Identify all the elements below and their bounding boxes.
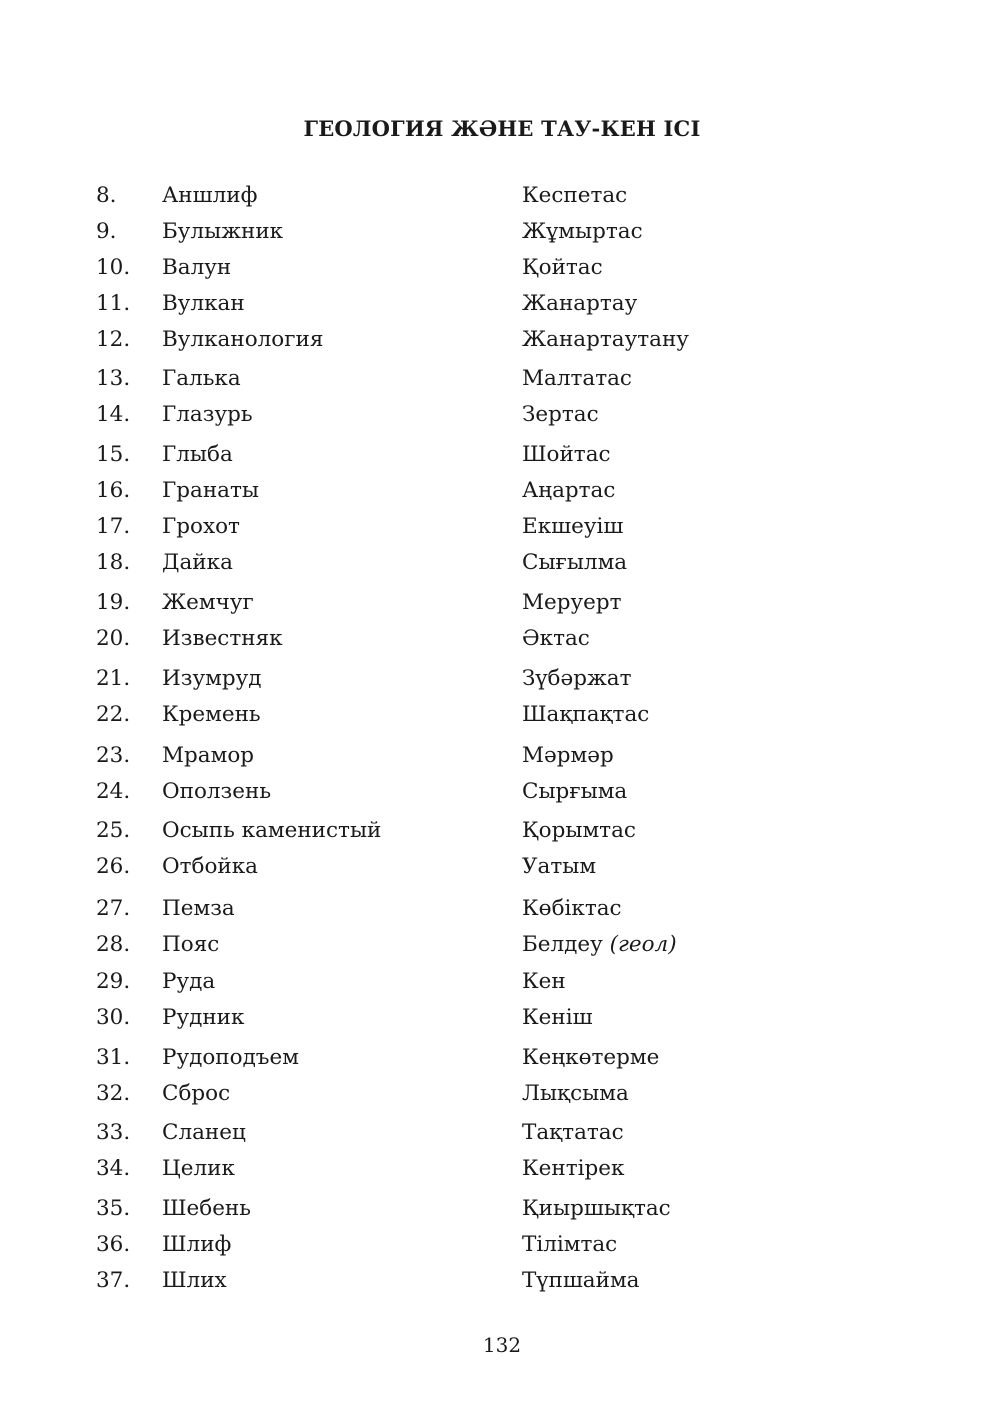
kazakh-term xyxy=(522,664,631,694)
page-title: ГЕОЛОГИЯ ЖӘНЕ ТАУ-КЕН ІСІ xyxy=(303,116,701,141)
russian-term: Жемчуг xyxy=(162,590,254,615)
russian-term: Рудоподъем xyxy=(162,1045,299,1070)
russian-term: Дайка xyxy=(162,550,233,575)
kazakh-term-text: Меруерт xyxy=(522,590,622,615)
term-number: 28. xyxy=(96,932,131,957)
russian-term: Сланец xyxy=(162,1120,246,1145)
russian-term: Вулканология xyxy=(162,327,324,352)
kazakh-term-text: Белдеу xyxy=(522,932,603,957)
kazakh-term xyxy=(522,253,603,283)
term-number: 15. xyxy=(96,442,131,467)
kazakh-term xyxy=(522,1003,593,1033)
term-row xyxy=(0,1003,1004,1033)
kazakh-term-text: Аңартас xyxy=(522,478,616,503)
term-number: 11. xyxy=(96,291,131,316)
kazakh-term-text: Тілімтас xyxy=(522,1232,618,1257)
kazakh-term xyxy=(522,512,623,542)
term-number: 21. xyxy=(96,666,131,691)
term-number: 17. xyxy=(96,514,131,539)
kazakh-term xyxy=(522,1043,659,1073)
kazakh-term xyxy=(522,967,566,997)
kazakh-term-text: Зертас xyxy=(522,402,599,427)
kazakh-term-text: Кен xyxy=(522,969,566,994)
kazakh-term xyxy=(522,741,614,771)
kazakh-term xyxy=(522,1266,640,1296)
term-row xyxy=(0,1194,1004,1224)
term-number: 13. xyxy=(96,366,131,391)
russian-term: Отбойка xyxy=(162,854,258,879)
term-number: 10. xyxy=(96,255,131,280)
term-number: 35. xyxy=(96,1196,131,1221)
russian-term: Валун xyxy=(162,255,232,280)
kazakh-term xyxy=(522,289,637,319)
term-row xyxy=(0,852,1004,882)
term-row xyxy=(0,588,1004,618)
kazakh-term xyxy=(522,476,615,506)
term-note: (геол) xyxy=(609,932,677,957)
kazakh-term-text: Көбіктас xyxy=(522,896,622,921)
russian-term: Известняк xyxy=(162,626,283,651)
kazakh-term-text: Кеңкөтерме xyxy=(522,1045,660,1070)
kazakh-term-text: Зүбәржат xyxy=(522,666,632,691)
kazakh-term xyxy=(522,548,627,578)
kazakh-term-text: Шойтас xyxy=(522,442,611,467)
kazakh-term xyxy=(522,894,622,924)
term-row xyxy=(0,624,1004,654)
russian-term: Пемза xyxy=(162,896,235,921)
kazakh-term-text: Малтатас xyxy=(522,366,632,391)
term-row xyxy=(0,816,1004,846)
term-number: 12. xyxy=(96,327,131,352)
term-row xyxy=(0,512,1004,542)
russian-term: Глазурь xyxy=(162,402,253,427)
kazakh-term-text: Қорымтас xyxy=(522,818,636,843)
russian-term: Грохот xyxy=(162,514,240,539)
term-number: 36. xyxy=(96,1232,131,1257)
kazakh-term xyxy=(522,400,599,430)
term-row xyxy=(0,930,1004,960)
russian-term: Сброс xyxy=(162,1081,231,1106)
term-number: 9. xyxy=(96,219,117,244)
russian-term: Шебень xyxy=(162,1196,251,1221)
kazakh-term xyxy=(522,624,590,654)
kazakh-term-text: Кентірек xyxy=(522,1156,625,1181)
russian-term: Мрамор xyxy=(162,743,255,768)
kazakh-term-text: Сырғыма xyxy=(522,779,628,804)
term-row xyxy=(0,400,1004,430)
kazakh-term-text: Әктас xyxy=(522,626,590,651)
term-number: 33. xyxy=(96,1120,131,1145)
term-number: 18. xyxy=(96,550,131,575)
kazakh-term xyxy=(522,930,677,960)
russian-term: Аншлиф xyxy=(162,183,258,208)
term-number: 23. xyxy=(96,743,131,768)
term-number: 20. xyxy=(96,626,131,651)
term-number: 29. xyxy=(96,969,131,994)
term-row xyxy=(0,741,1004,771)
kazakh-term xyxy=(522,1118,624,1148)
russian-term: Рудник xyxy=(162,1005,245,1030)
term-row xyxy=(0,1154,1004,1184)
term-row xyxy=(0,217,1004,247)
russian-term: Кремень xyxy=(162,702,261,727)
kazakh-term xyxy=(522,588,622,618)
term-number: 30. xyxy=(96,1005,131,1030)
kazakh-term xyxy=(522,217,643,247)
kazakh-term-text: Жанартау xyxy=(522,291,638,316)
kazakh-term xyxy=(522,364,632,394)
russian-term: Шлиф xyxy=(162,1232,232,1257)
term-row xyxy=(0,364,1004,394)
term-row xyxy=(0,325,1004,355)
russian-term: Гранаты xyxy=(162,478,259,503)
term-row xyxy=(0,894,1004,924)
term-number: 31. xyxy=(96,1045,131,1070)
russian-term: Шлих xyxy=(162,1268,227,1293)
term-row xyxy=(0,1043,1004,1073)
term-number: 24. xyxy=(96,779,131,804)
term-number: 32. xyxy=(96,1081,131,1106)
term-row xyxy=(0,253,1004,283)
russian-term: Пояс xyxy=(162,932,220,957)
kazakh-term xyxy=(522,181,627,211)
kazakh-term xyxy=(522,1154,624,1184)
kazakh-term xyxy=(522,1194,671,1224)
term-row xyxy=(0,664,1004,694)
term-row xyxy=(0,1118,1004,1148)
russian-term: Целик xyxy=(162,1156,235,1181)
russian-term: Руда xyxy=(162,969,216,994)
russian-term: Булыжник xyxy=(162,219,284,244)
term-row xyxy=(0,967,1004,997)
kazakh-term xyxy=(522,440,611,470)
kazakh-term-text: Лықсыма xyxy=(522,1081,629,1106)
kazakh-term-text: Мәрмәр xyxy=(522,743,614,768)
kazakh-term-text: Сығылма xyxy=(522,550,628,575)
kazakh-term-text: Уатым xyxy=(522,854,597,879)
russian-term: Осыпь каменистый xyxy=(162,818,382,843)
term-row xyxy=(0,476,1004,506)
term-row xyxy=(0,700,1004,730)
term-row xyxy=(0,440,1004,470)
kazakh-term-text: Қойтас xyxy=(522,255,603,280)
term-number: 14. xyxy=(96,402,131,427)
term-number: 22. xyxy=(96,702,131,727)
term-row xyxy=(0,289,1004,319)
russian-term: Изумруд xyxy=(162,666,262,691)
term-row xyxy=(0,777,1004,807)
term-row xyxy=(0,181,1004,211)
kazakh-term-text: Тақтатас xyxy=(522,1120,624,1145)
kazakh-term-text: Қиыршықтас xyxy=(522,1196,671,1221)
kazakh-term-text: Жанартаутану xyxy=(522,327,689,352)
term-number: 25. xyxy=(96,818,131,843)
kazakh-term-text: Шақпақтас xyxy=(522,702,650,727)
kazakh-term xyxy=(522,777,627,807)
kazakh-term xyxy=(522,700,649,730)
russian-term: Вулкан xyxy=(162,291,245,316)
term-row xyxy=(0,548,1004,578)
russian-term: Галька xyxy=(162,366,241,391)
kazakh-term xyxy=(522,1230,617,1260)
kazakh-term xyxy=(522,325,689,355)
kazakh-term-text: Екшеуіш xyxy=(522,514,624,539)
term-number: 37. xyxy=(96,1268,131,1293)
page-number: 132 xyxy=(482,1333,522,1357)
term-number: 8. xyxy=(96,183,117,208)
kazakh-term-text: Кеспетас xyxy=(522,183,628,208)
term-number: 19. xyxy=(96,590,131,615)
term-row xyxy=(0,1266,1004,1296)
russian-term: Глыба xyxy=(162,442,233,467)
kazakh-term-text: Кеніш xyxy=(522,1005,593,1030)
russian-term: Оползень xyxy=(162,779,272,804)
term-row xyxy=(0,1230,1004,1260)
kazakh-term-text: Түпшайма xyxy=(522,1268,640,1293)
term-number: 26. xyxy=(96,854,131,879)
term-row xyxy=(0,1079,1004,1109)
kazakh-term xyxy=(522,816,636,846)
term-number: 16. xyxy=(96,478,131,503)
kazakh-term xyxy=(522,1079,629,1109)
term-number: 27. xyxy=(96,896,131,921)
kazakh-term-text: Жұмыртас xyxy=(522,219,643,244)
term-number: 34. xyxy=(96,1156,131,1181)
kazakh-term xyxy=(522,852,596,882)
